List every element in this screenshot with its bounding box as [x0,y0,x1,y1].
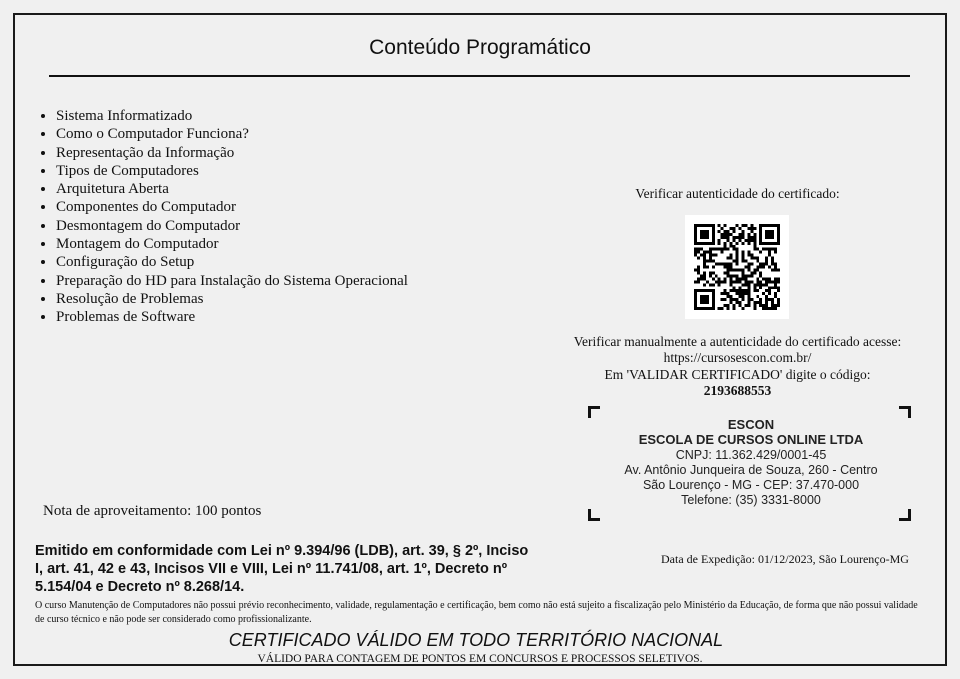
grade-text: Nota de aproveitamento: 100 pontos [43,503,262,519]
list-item: • Arquitetura Aberta [56,180,408,198]
list-item: • Desmontagem do Computador [56,217,408,235]
verify-heading: Verificar autenticidade do certificado: [635,186,840,201]
topic-list [38,107,408,327]
verification-url[interactable]: https://cursosescon.com.br/ [663,350,812,366]
qr-code[interactable] [685,215,789,319]
issuer-address: Av. Antônio Junqueira de Souza, 260 - Centro [624,462,878,477]
list-item: • Tipos de Computadores [56,162,408,180]
corner-mark-bottom-left [588,509,600,521]
legal-basis-text: Emitido em conformidade com Lei nº 9.394/96 (LDB), art. 39, § 2º, Inciso I, art. 41, 42 e 43, Incisos VII e VIII, Lei nº 11.741/08, art. 1º, Decreto nº 5.154/04 e Decreto nº 8.268/14. [35,543,529,595]
list-item: • Configuração do Setup [56,253,408,271]
manual-verification [560,334,915,400]
issuer-cnpj: CNPJ: 11.362.429/0001-45 [675,447,827,462]
list-item: • Componentes do Computador [56,198,408,216]
issuer-city: São Lourenço - MG - CEP: 37.470-000 [642,478,860,493]
verification-instruction: Em 'VALIDAR CERTIFICADO' digite o código: [604,366,871,382]
list-item: • Sistema Informatizado [56,107,408,125]
validity-title: CERTIFICADO VÁLIDO EM TODO TERRITÓRIO NACIONAL [228,630,724,650]
issue-date: Data de Expedição: 01/12/2023, São Lourenço-MG [661,552,909,566]
validity-subtitle: VÁLIDO PARA CONTAGEM DE PONTOS EM CONCURSOS E PROCESSOS SELETIVOS. [257,653,703,665]
issuer-short-name: ESCON [727,417,775,432]
corner-mark-bottom-right [899,509,911,521]
verification-code: 2193688553 [703,383,772,399]
title-divider [49,75,910,77]
list-item: • Preparação do HD para Instalação do Sistema Operacional [56,272,408,290]
list-item: • Montagem do Computador [56,235,408,253]
list-item: • Resolução de Problemas [56,290,408,308]
corner-mark-top-left [588,406,600,418]
list-item: • Como o Computador Funciona? [56,125,408,143]
issuer-full-name: ESCOLA DE CURSOS ONLINE LTDA [638,432,864,448]
qr-code-icon [694,224,780,310]
manual-verification-text: Verificar manualmente a autenticidade do certificado acesse: [573,334,902,349]
issuer-block [600,417,902,509]
disclaimer-text: O curso Manutenção de Computadores não possui prévio reconhecimento, validade, regulamentação e certificação, bem como não está sujeito a fiscalização pelo Ministério da Educação, de forma que não possui validade de curso técnico e não pode ser considerado como profissionalizante. [35,600,918,625]
issuer-phone: Telefone: (35) 3331-8000 [681,493,821,508]
list-item: • Representação da Informação [56,144,408,162]
page-title: Conteúdo Programático [369,36,591,59]
list-item: • Problemas de Software [56,308,408,326]
